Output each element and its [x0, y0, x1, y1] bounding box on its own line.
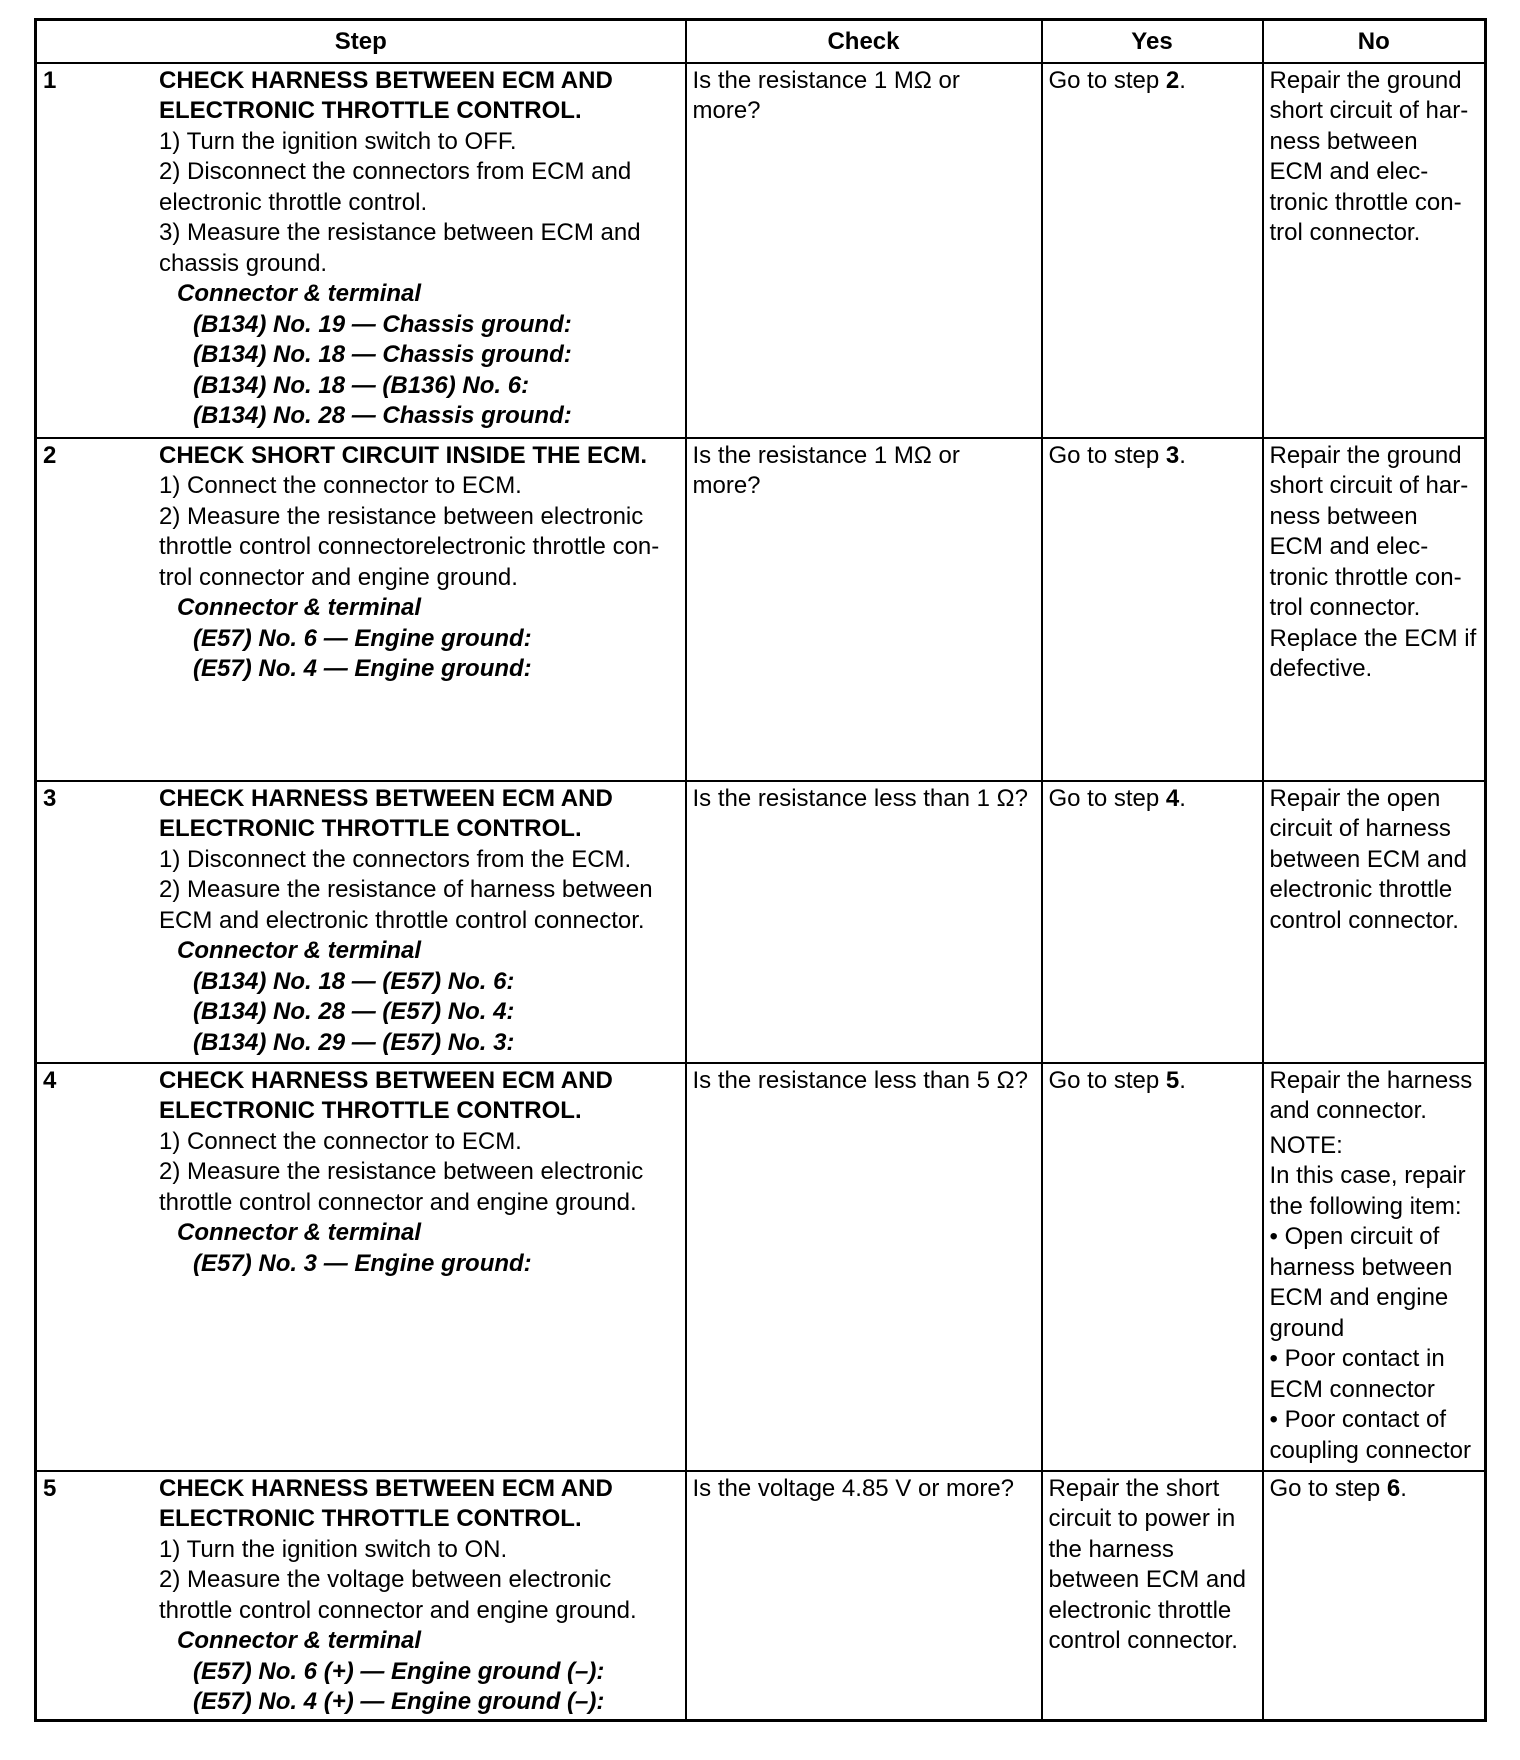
step-instruction: 2) Measure the voltage between electronic [159, 1566, 612, 1593]
terminal-spec: (B134) No. 18 — Chassis ground: [193, 341, 572, 368]
no-text: defective. [1269, 655, 1373, 682]
connector-label: Connector & terminal [177, 594, 422, 621]
header-yes: Yes [1042, 20, 1263, 63]
connector-label: Connector & terminal [177, 280, 422, 307]
terminal-spec: (E57) No. 3 — Engine ground: [193, 1249, 532, 1277]
terminal-spec: (B134) No. 28 — (E57) No. 4: [193, 998, 515, 1025]
step-number: 1 [43, 66, 57, 94]
yes-text: Repair the short [1048, 1474, 1220, 1502]
step-instruction: 1) Turn the ignition switch to ON. [159, 1535, 508, 1563]
step-instruction: 3) Measure the resistance between ECM and [159, 219, 641, 246]
check-text: Is the resistance less than 5 Ω? [692, 1066, 1028, 1094]
connector-label: Connector & terminal [177, 1627, 422, 1654]
check-text: more? [692, 472, 761, 499]
note-text: ECM and engine [1269, 1284, 1449, 1311]
note-text: • Poor contact of [1269, 1406, 1446, 1433]
step-number: 4 [43, 1066, 57, 1094]
table-row [36, 438, 1486, 781]
no-cell [1263, 1063, 1486, 1471]
no-text: tronic throttle con- [1269, 188, 1462, 216]
step-instruction: throttle control connector and engine ground. [159, 1596, 637, 1624]
terminal-spec: (B134) No. 19 — Chassis ground: [193, 310, 572, 338]
step-instruction: 1) Connect the connector to ECM. [159, 472, 522, 499]
table-row [36, 1063, 1486, 1471]
check-cell [686, 1471, 1042, 1721]
no-text: control connector. [1269, 906, 1459, 934]
terminal-spec: (B134) No. 18 — (B136) No. 6: [193, 371, 530, 399]
check-text: more? [692, 97, 761, 124]
note-text: ECM connector [1269, 1375, 1435, 1403]
no-text: Go to step [1269, 1474, 1387, 1502]
step-instruction: 1) Connect the connector to ECM. [159, 1127, 522, 1155]
check-text: Is the resistance 1 MΩ or [692, 441, 960, 469]
note-text: coupling connector [1269, 1436, 1471, 1464]
step-number: 2 [43, 441, 57, 469]
table-row [36, 63, 1486, 438]
no-text: circuit of harness [1269, 815, 1451, 842]
step-title: ELECTRONIC THROTTLE CONTROL. [159, 815, 582, 842]
step-instruction: 2) Measure the resistance between electronic [159, 502, 644, 530]
no-text: ECM and elec- [1269, 158, 1429, 185]
no-text: Repair the harness [1269, 1066, 1473, 1094]
check-cell [686, 1063, 1042, 1471]
step-title: CHECK SHORT CIRCUIT INSIDE THE ECM. [159, 441, 648, 469]
no-text: short circuit of har- [1269, 472, 1469, 499]
step-title: CHECK HARNESS BETWEEN ECM AND [159, 1066, 613, 1094]
yes-step-number: 4 [1165, 784, 1180, 812]
note-text: • Poor contact in [1269, 1345, 1445, 1372]
no-text: Repair the ground [1269, 66, 1462, 94]
step-number: 5 [43, 1474, 57, 1502]
step-instruction: ECM and electronic throttle control connector. [159, 906, 645, 934]
header-step: Step [36, 20, 686, 63]
no-text: and connector. [1269, 1097, 1427, 1124]
check-text: Is the resistance 1 MΩ or [692, 66, 960, 94]
yes-text: the harness [1048, 1535, 1174, 1563]
header-no: No [1263, 20, 1486, 63]
no-cell [1263, 1471, 1486, 1721]
yes-step-number: 2 [1165, 66, 1180, 94]
header-check: Check [686, 20, 1042, 63]
step-cell [36, 63, 686, 438]
step-title: CHECK HARNESS BETWEEN ECM AND [159, 1474, 613, 1502]
yes-cell [1042, 438, 1263, 781]
no-text: ECM and elec- [1269, 533, 1429, 560]
note-text: harness between [1269, 1253, 1453, 1281]
step-instruction: electronic throttle control. [159, 188, 428, 216]
no-text: trol connector. [1269, 219, 1421, 246]
step-title: ELECTRONIC THROTTLE CONTROL. [159, 97, 582, 124]
no-text: short circuit of har- [1269, 97, 1469, 124]
table-row [36, 781, 1486, 1063]
check-cell [686, 781, 1042, 1063]
check-text: Is the voltage 4.85 V or more? [692, 1474, 1015, 1502]
step-title: CHECK HARNESS BETWEEN ECM AND [159, 66, 613, 94]
yes-suffix: . [1179, 784, 1186, 812]
note-heading: NOTE: [1269, 1131, 1343, 1159]
step-instruction: trol connector and engine ground. [159, 563, 518, 591]
step-title: ELECTRONIC THROTTLE CONTROL. [159, 1505, 582, 1532]
no-step-number: 6 [1386, 1474, 1401, 1502]
terminal-spec: (B134) No. 28 — Chassis ground: [193, 402, 572, 429]
no-text: tronic throttle con- [1269, 563, 1462, 591]
note-text: In this case, repair [1269, 1162, 1466, 1189]
no-text: between ECM and [1269, 845, 1467, 873]
step-title: CHECK HARNESS BETWEEN ECM AND [159, 784, 613, 812]
yes-cell [1042, 1471, 1263, 1721]
no-suffix: . [1400, 1474, 1407, 1502]
no-text: Repair the open [1269, 784, 1441, 812]
yes-text: Go to step [1048, 441, 1166, 469]
check-text: Is the resistance less than 1 Ω? [692, 784, 1028, 812]
terminal-spec: (E57) No. 6 — Engine ground: [193, 624, 532, 652]
step-instruction: 2) Measure the resistance between electronic [159, 1158, 644, 1185]
yes-cell [1042, 781, 1263, 1063]
no-cell [1263, 438, 1486, 781]
step-title: ELECTRONIC THROTTLE CONTROL. [159, 1097, 582, 1124]
note-text: • Open circuit of [1269, 1223, 1440, 1250]
terminal-spec: (E57) No. 6 (+) — Engine ground (–): [193, 1657, 605, 1685]
no-text: ness between [1269, 502, 1418, 530]
no-text: ness between [1269, 127, 1418, 155]
step-instruction: 2) Disconnect the connectors from ECM and [159, 158, 632, 185]
yes-step-number: 3 [1165, 441, 1180, 469]
yes-text: Go to step [1048, 66, 1166, 94]
no-text: Repair the ground [1269, 441, 1462, 469]
connector-label: Connector & terminal [177, 937, 422, 964]
yes-text: circuit to power in [1048, 1505, 1236, 1532]
step-cell [36, 438, 686, 781]
step-number: 3 [43, 784, 57, 812]
step-instruction: 1) Disconnect the connectors from the ECM. [159, 845, 632, 873]
table-row [36, 1471, 1486, 1721]
no-text: electronic throttle [1269, 876, 1453, 903]
check-cell [686, 438, 1042, 781]
note-text: the following item: [1269, 1192, 1462, 1220]
connector-label: Connector & terminal [177, 1219, 422, 1246]
step-cell [36, 781, 686, 1063]
yes-suffix: . [1179, 66, 1186, 94]
step-instruction: throttle control connector and engine ground. [159, 1188, 637, 1216]
step-instruction: 2) Measure the resistance of harness between [159, 876, 653, 903]
step-cell [36, 1471, 686, 1721]
terminal-spec: (E57) No. 4 — Engine ground: [193, 655, 532, 682]
check-cell [686, 63, 1042, 438]
yes-text: between ECM and [1048, 1566, 1246, 1593]
no-cell [1263, 781, 1486, 1063]
step-instruction: 1) Turn the ignition switch to OFF. [159, 127, 517, 155]
terminal-spec: (B134) No. 18 — (E57) No. 6: [193, 967, 515, 995]
yes-text: electronic throttle [1048, 1596, 1232, 1624]
yes-cell [1042, 63, 1263, 438]
yes-cell [1042, 1063, 1263, 1471]
yes-text: Go to step [1048, 1066, 1166, 1094]
diagnostic-table [34, 18, 1487, 1722]
no-text: Replace the ECM if [1269, 624, 1477, 652]
step-instruction: throttle control connectorelectronic throttle con- [159, 533, 660, 560]
yes-suffix: . [1179, 1066, 1186, 1094]
step-cell [36, 1063, 686, 1471]
yes-suffix: . [1179, 441, 1186, 469]
terminal-spec: (B134) No. 29 — (E57) No. 3: [193, 1028, 515, 1056]
no-text: trol connector. [1269, 594, 1421, 621]
terminal-spec: (E57) No. 4 (+) — Engine ground (–): [193, 1688, 605, 1715]
yes-step-number: 5 [1165, 1066, 1180, 1094]
note-text: ground [1269, 1314, 1345, 1342]
yes-text: Go to step [1048, 784, 1166, 812]
yes-text: control connector. [1048, 1627, 1238, 1654]
header-row [36, 20, 1486, 63]
no-cell [1263, 63, 1486, 438]
step-instruction: chassis ground. [159, 249, 328, 277]
